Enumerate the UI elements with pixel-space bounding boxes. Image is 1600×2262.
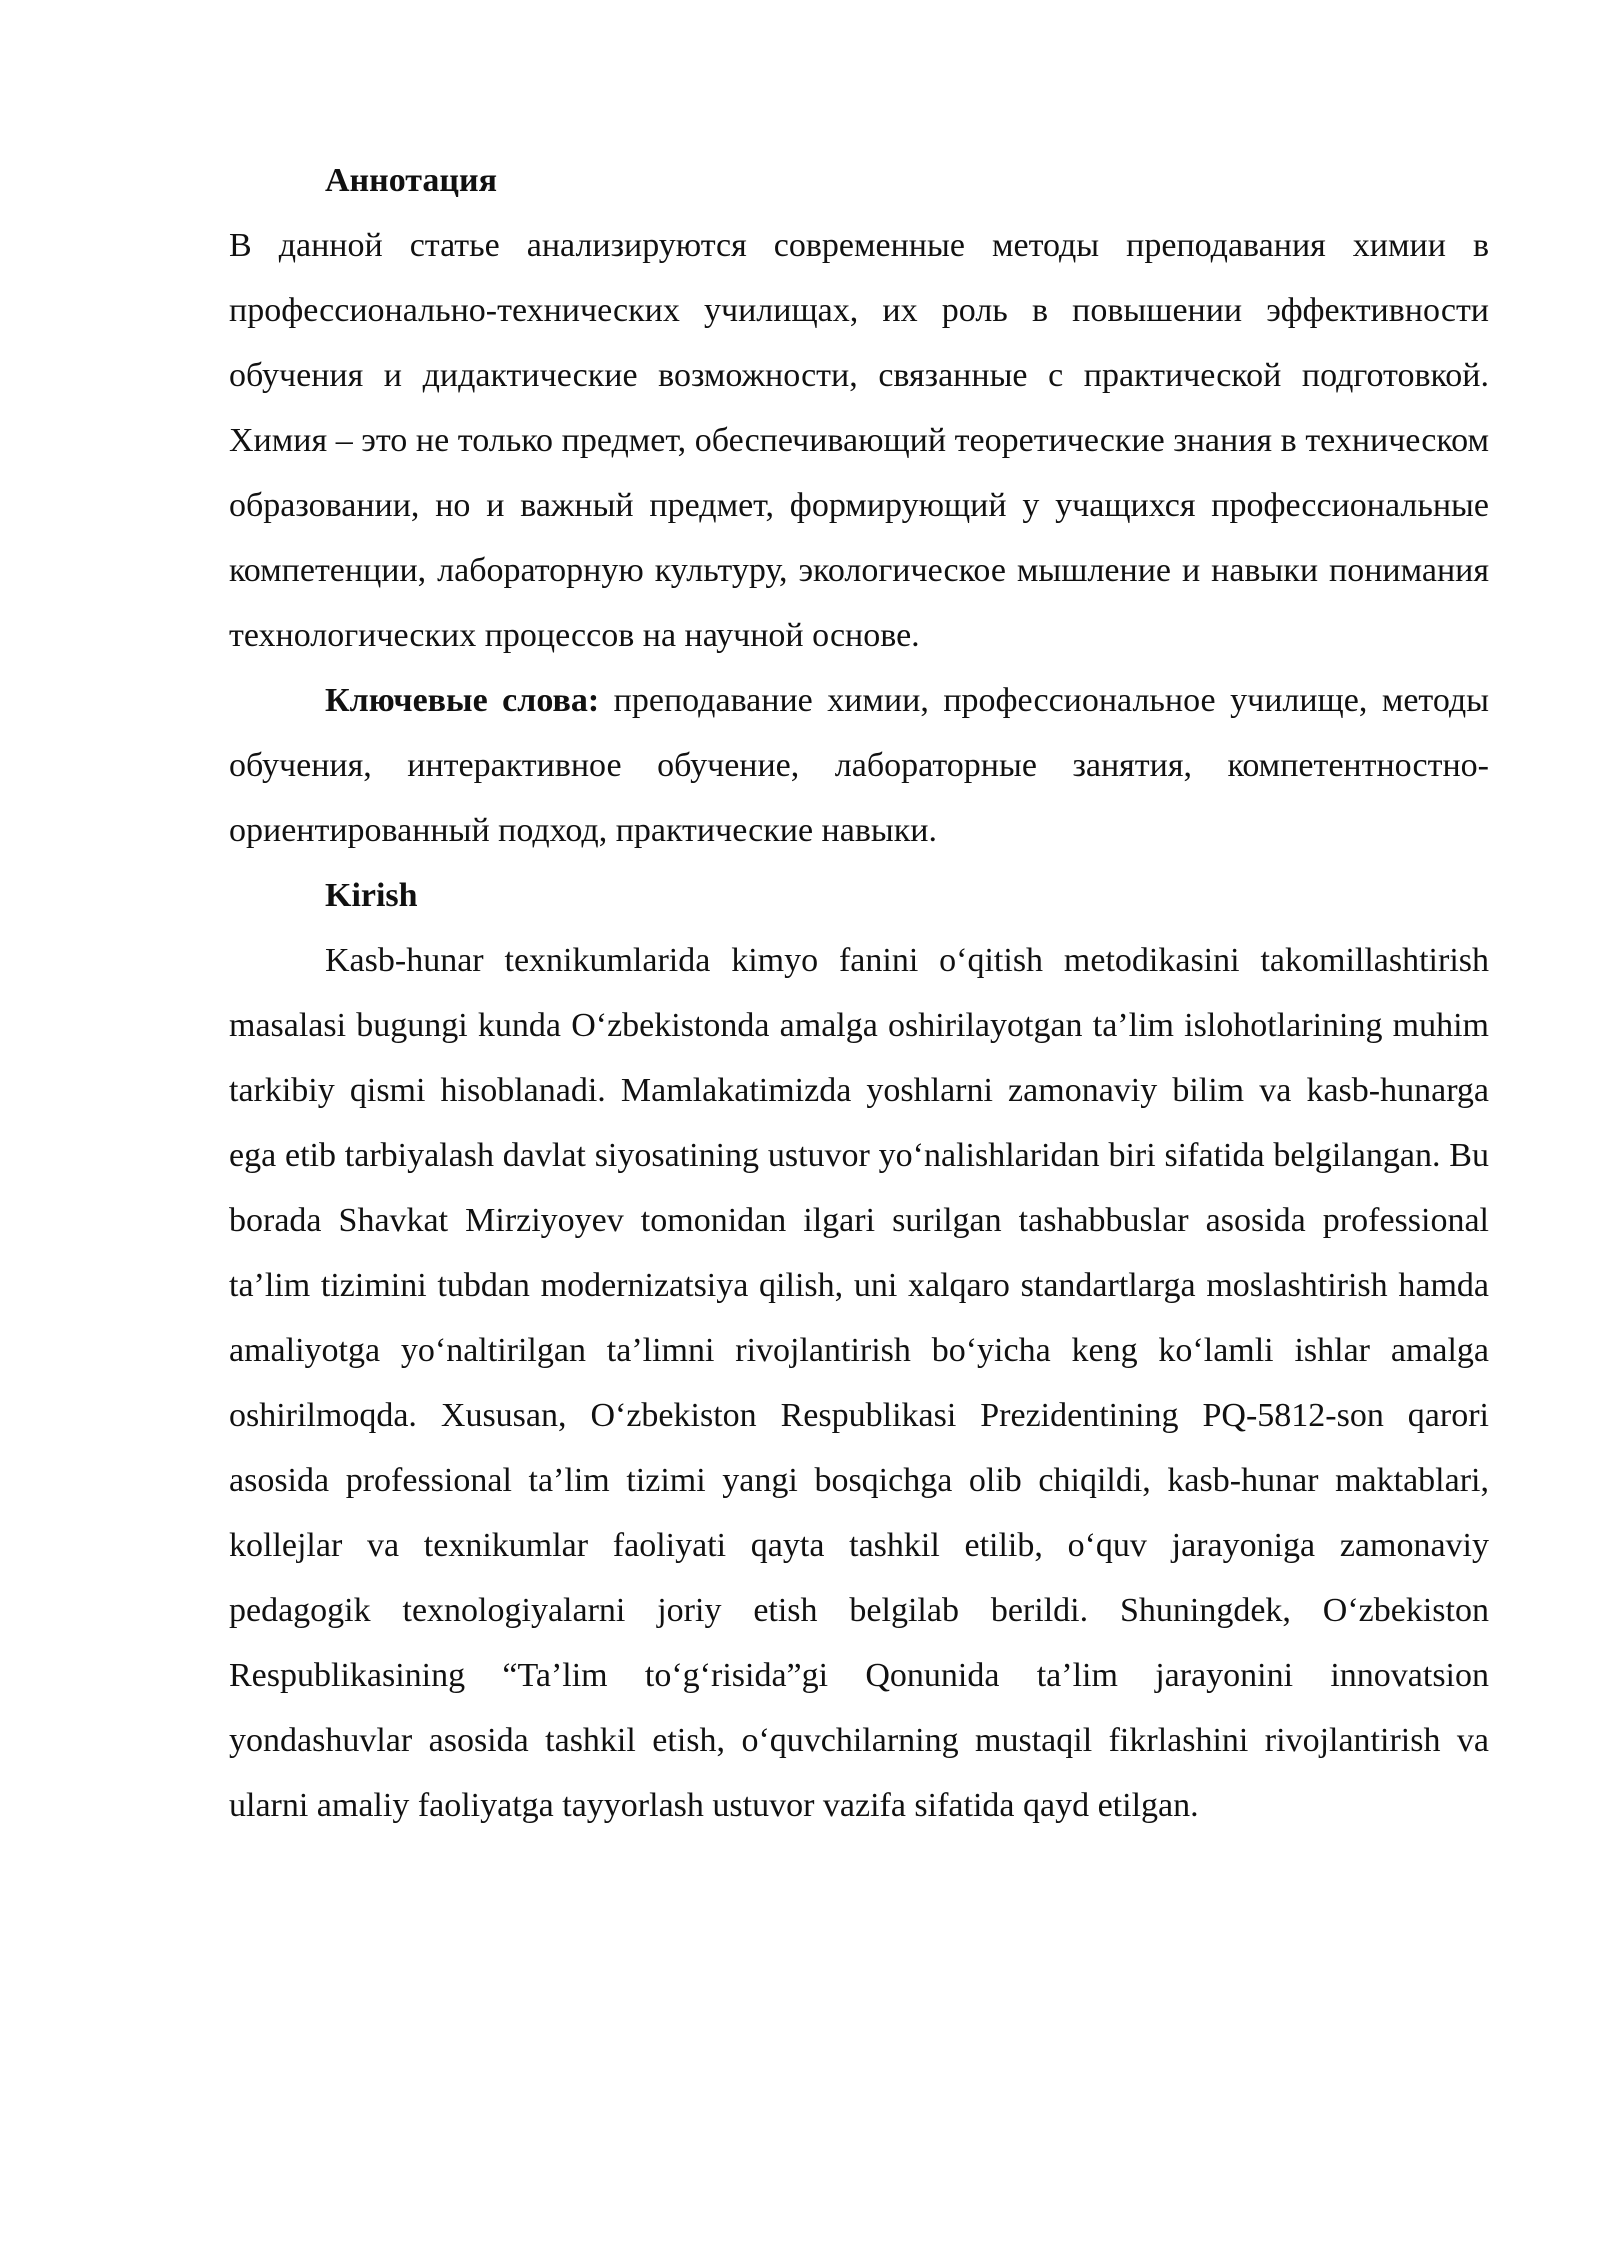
keywords-paragraph: [229, 668, 1489, 863]
page-content: [229, 148, 1489, 1838]
keywords-text: преподавание химии, профессиональное училище, методы обучения, интерактивное обучение, лабораторные занятия, компетентностно-ориентированный подход, практические навыки.: [229, 682, 1489, 849]
introduction-heading: Kirish: [325, 877, 418, 914]
keywords-label: Ключевые слова:: [325, 682, 600, 719]
introduction-paragraph: Kasb-hunar texnikumlarida kimyo fanini oʻqitish metodikasini takomillashtirish masalasi bugungi kunda Oʻzbekistonda amalga oshirilayotgan ta’lim islohotlarining muhim tarkibiy qismi hisoblanadi. Mamlakatimizda yoshlarni zamonaviy bilim va kasb-hunarga ega etib tarbiyalash davlat siyosatining ustuvor yoʻnalishlaridan biri sifatida belgilangan. Bu borada Shavkat Mirziyoyev tomonidan ilgari surilgan tashabbuslar asosida professional ta’lim tizimini tubdan modernizatsiya qilish, uni xalqaro standartlarga moslashtirish hamda amaliyotga yoʻnaltirilgan ta’limni rivojlantirish boʻyicha keng koʻlamli ishlar amalga oshirilmoqda. Xususan, Oʻzbekiston Respublikasi Prezidentining PQ-5812-son qarori asosida professional ta’lim tizimi yangi bosqichga olib chiqildi, kasb-hunar maktablari, kollejlar va texnikumlar faoliyati qayta tashkil etilib, oʻquv jarayoniga zamonaviy pedagogik texnologiyalarni joriy etish belgilab berildi. Shuningdek, Oʻzbekiston Respublikasining “Ta’lim toʻgʻrisida”gi Qonunida ta’lim jarayonini innovatsion yondashuvlar asosida tashkil etish, oʻquvchilarning mustaqil fikrlashini rivojlantirish va ularni amaliy faoliyatga tayyorlash ustuvor vazifa sifatida qayd etilgan.: [229, 942, 1489, 1824]
annotation-heading: Аннотация: [325, 162, 497, 199]
annotation-paragraph: В данной статье анализируются современные методы преподавания химии в профессионально-технических училищах, их роль в повышении эффективности обучения и дидактические возможности, связанные с практической подготовкой. Химия – это не только предмет, обеспечивающий теоретические знания в техническом образовании, но и важный предмет, формирующий у учащихся профессиональные компетенции, лабораторную культуру, экологическое мышление и навыки понимания технологических процессов на научной основе.: [229, 227, 1489, 654]
